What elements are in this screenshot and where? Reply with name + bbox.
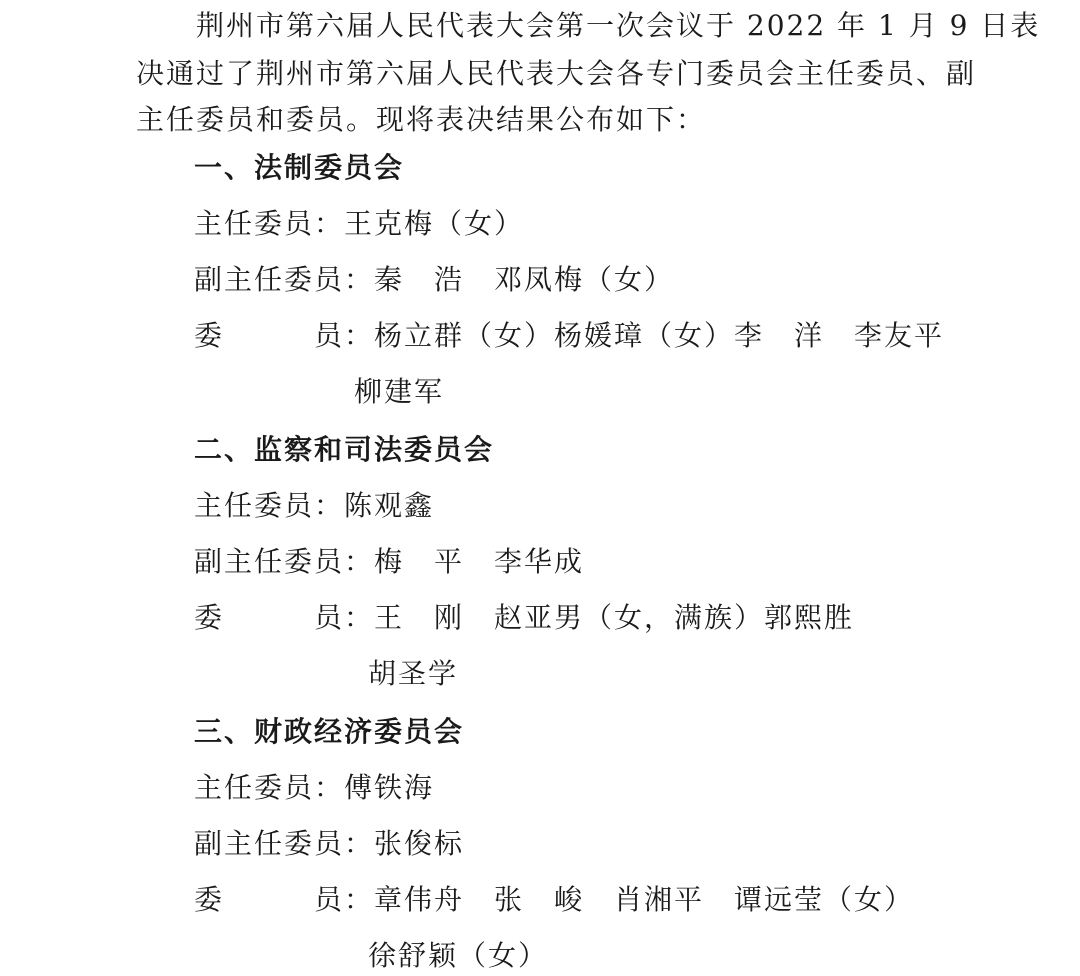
committee-supervision-deputy: 副主任委员：梅 平 李华成 bbox=[194, 545, 585, 578]
committee-heading-finance: 三、财政经济委员会 bbox=[194, 715, 465, 748]
committee-legal-deputy: 副主任委员：秦 浩 邓凤梅（女） bbox=[194, 263, 675, 296]
committee-legal-director: 主任委员：王克梅（女） bbox=[194, 207, 525, 240]
committee-supervision-members: 委 员：王 刚 赵亚男（女，满族）郭熙胜 bbox=[194, 601, 855, 634]
committee-finance-director: 主任委员：傅铁海 bbox=[194, 771, 435, 804]
intro-line-2: 决通过了荆州市第六届人民代表大会各专门委员会主任委员、副 bbox=[136, 57, 977, 90]
intro-line-3: 主任委员和委员。现将表决结果公布如下： bbox=[136, 103, 707, 136]
committee-finance-deputy: 副主任委员：张俊标 bbox=[194, 827, 465, 860]
committee-heading-supervision: 二、监察和司法委员会 bbox=[194, 433, 495, 466]
committee-supervision-members-cont: 胡圣学 bbox=[368, 657, 459, 690]
intro-line-1: 荆州市第六届人民代表大会第一次会议于 2022 年 1 月 9 日表 bbox=[196, 9, 1041, 42]
committee-finance-members-cont: 徐舒颖（女） bbox=[368, 939, 549, 972]
committee-heading-legal: 一、法制委员会 bbox=[194, 151, 405, 184]
committee-finance-members: 委 员：章伟舟 张 峻 肖湘平 谭远莹（女） bbox=[194, 883, 915, 916]
committee-legal-members-cont: 柳建军 bbox=[354, 375, 445, 408]
committee-legal-members: 委 员：杨立群（女）杨媛璋（女）李 洋 李友平 bbox=[194, 319, 945, 352]
committee-supervision-director: 主任委员：陈观鑫 bbox=[194, 489, 435, 522]
